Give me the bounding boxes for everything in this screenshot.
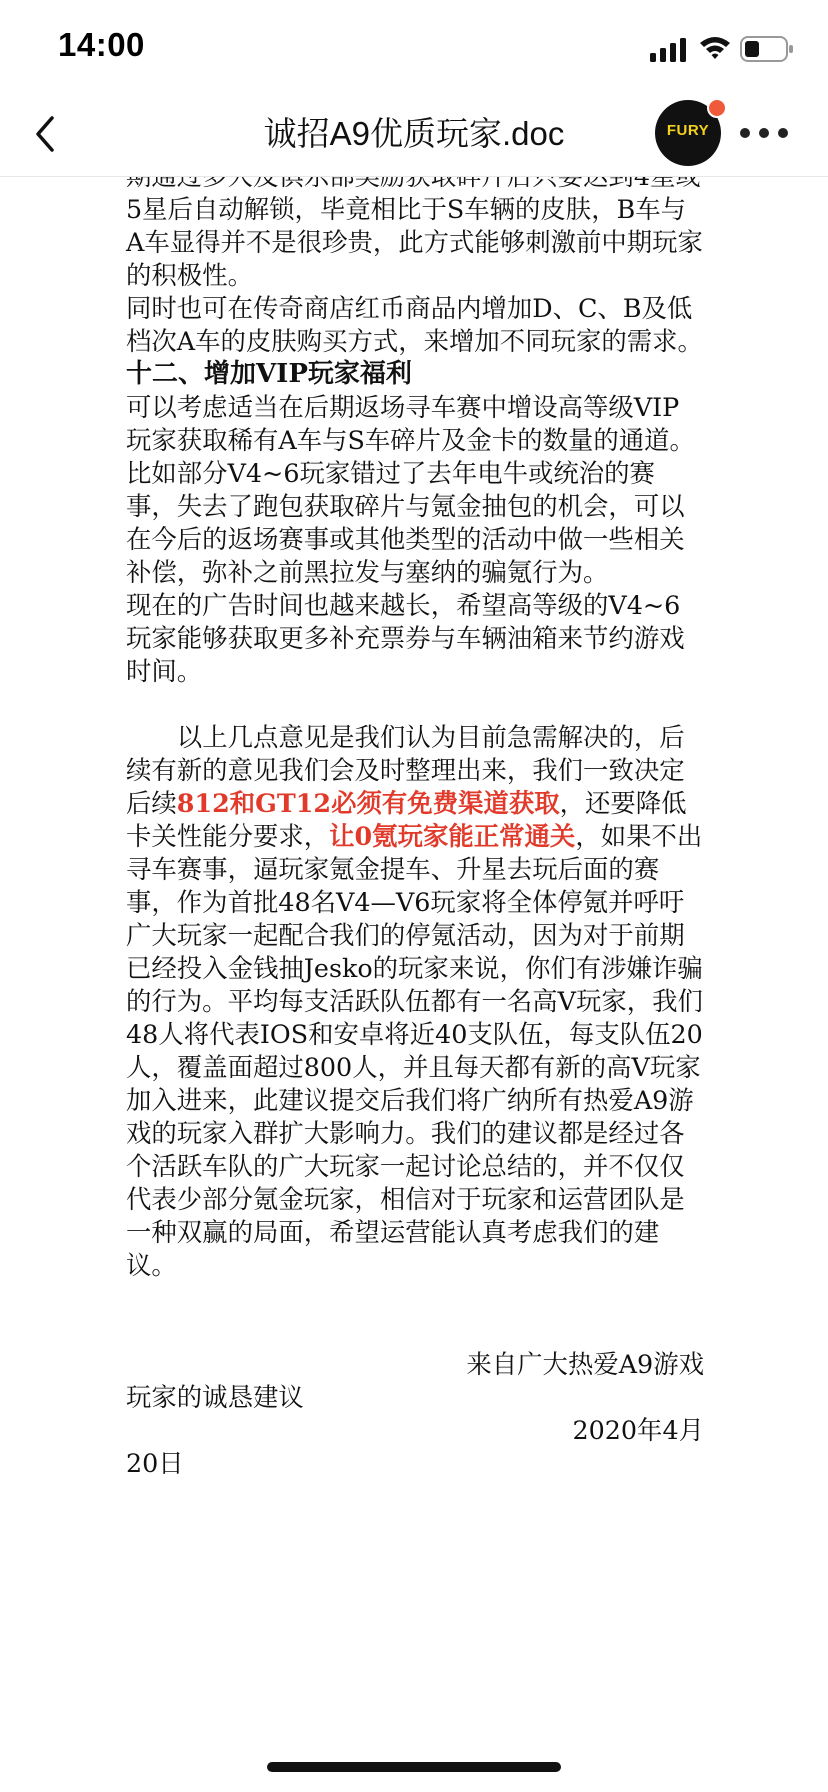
back-chevron-icon[interactable] <box>26 110 66 158</box>
highlight-zero-spend: 让0氪玩家能正常通关 <box>329 821 576 851</box>
navigation-bar <box>0 96 828 177</box>
document-title: 诚招A9优质玩家.doc <box>263 115 565 152</box>
fury-avatar-text: FURY <box>666 122 710 139</box>
document-body <box>126 160 704 1480</box>
paragraph-vip-benefits: 可以考虑适当在后期返场寻车赛中增设高等级VIP玩家获取稀有A车与S车碎片及金卡的数量的通道。比如部分V4~6玩家错过了去年电牛或统治的赛事，失去了跑包获取碎片与氪金抽包的机会，可以在今后的返场赛事或其他类型的活动中做一些相关补偿，弥补之前黑拉发与塞纳的骗氪行为。 <box>126 392 695 587</box>
fury-avatar-button[interactable] <box>655 100 721 166</box>
wifi-icon <box>698 34 732 62</box>
status-bar <box>0 0 828 96</box>
cellular-signal-icon <box>650 38 688 62</box>
section-heading-vip: 十二、增加VIP玩家福利 <box>126 359 412 389</box>
paragraph-legend-store: 同时也可在传奇商店红币商品内增加D、C、B及低档次A车的皮肤购买方式，来增加不同玩家的需求。 <box>126 293 703 356</box>
notification-dot <box>707 98 727 118</box>
status-time: 14:00 <box>58 26 145 63</box>
conclusion-text-b: ，还要降低卡关性能分要求， <box>126 788 687 851</box>
date-line-1: 2020年4月 <box>572 1415 704 1445</box>
home-indicator[interactable] <box>267 1762 561 1772</box>
blank-line <box>126 688 704 721</box>
paragraph-conclusion <box>126 721 704 1282</box>
signature-line-2: 玩家的诚恳建议 <box>126 1382 304 1412</box>
date-line-2: 20日 <box>126 1448 184 1478</box>
conclusion-text-c: ，如果不出寻车赛事，逼玩家氪金提车、升星去玩后面的赛事，作为首批48名V4—V6玩家将全体停氪并呼吁广大玩家一起配合我们的停氪活动，因为对于前期已经投入金钱抽Jesko的玩家来说，你们有涉嫌诈骗的行为。平均每支活跃队伍都有一名高V玩家，我们48人将代表IOS和安卓将近40支队伍，每支队伍20人，覆盖面超过800人，并且每天都有新的高V玩家加入进来，此建议提交后我们将广纳所有热爱A9游戏的玩家入群扩大影响力。我们的建议都是经过各个活跃车队的广大玩家一起讨论总结的，并不仅仅代表少部分氪金玩家，相信对于玩家和运营团队是一种双赢的局面，希望运营能认真考虑我们的建议。 <box>126 821 703 1280</box>
signature-line-1: 来自广大热爱A9游戏 <box>466 1349 704 1379</box>
more-options-icon[interactable] <box>740 122 788 142</box>
paragraph-ad-time: 现在的广告时间也越来越长，希望高等级的V4~6玩家能够获取更多补充票券与车辆油箱来节约游戏时间。 <box>126 590 685 686</box>
highlight-free-channel: 812和GT12必须有免费渠道获取 <box>176 788 560 818</box>
blank-lines <box>126 1282 704 1348</box>
conclusion-text-a: 以上几点意见是我们认为目前急需解决的，后续有新的意见我们会及时整理出来，我们一致决定后续 <box>126 722 685 818</box>
battery-icon <box>740 36 794 62</box>
paragraph-unlock-skins: 5星后自动解锁，毕竟相比于S车辆的皮肤，B车与A车显得并不是很珍贵，此方式能够刺激前中期玩家的积极性。 <box>126 194 703 290</box>
